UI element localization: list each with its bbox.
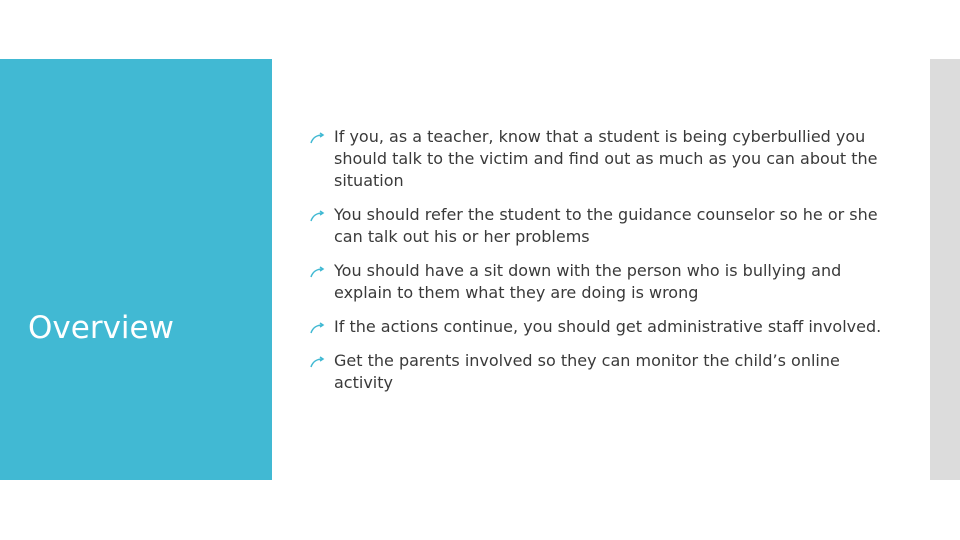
bullet-text: Get the parents involved so they can monitor the child’s online activity xyxy=(334,351,840,392)
bullet-text: You should have a sit down with the person who is bullying and explain to them what they are doing is wrong xyxy=(334,261,842,302)
hooked-arrow-icon xyxy=(310,132,326,144)
bullet-text: You should refer the student to the guidance counselor so he or she can talk out his or her problems xyxy=(334,205,878,246)
side-strip xyxy=(930,59,960,480)
bullet-text: If you, as a teacher, know that a student is being cyberbullied you should talk to the victim and find out as much as you can about the situation xyxy=(334,127,878,190)
slide-title: Overview xyxy=(28,310,174,346)
bullet-item xyxy=(310,260,900,304)
hooked-arrow-icon xyxy=(310,356,326,368)
bullet-item xyxy=(310,126,900,192)
bullet-text: If the actions continue, you should get administrative staff involved. xyxy=(334,317,882,336)
bullet-item xyxy=(310,316,900,338)
bullet-item xyxy=(310,350,900,394)
bullet-item xyxy=(310,204,900,248)
bullet-list xyxy=(310,126,900,406)
title-panel xyxy=(0,59,272,480)
hooked-arrow-icon xyxy=(310,322,326,334)
hooked-arrow-icon xyxy=(310,266,326,278)
hooked-arrow-icon xyxy=(310,210,326,222)
